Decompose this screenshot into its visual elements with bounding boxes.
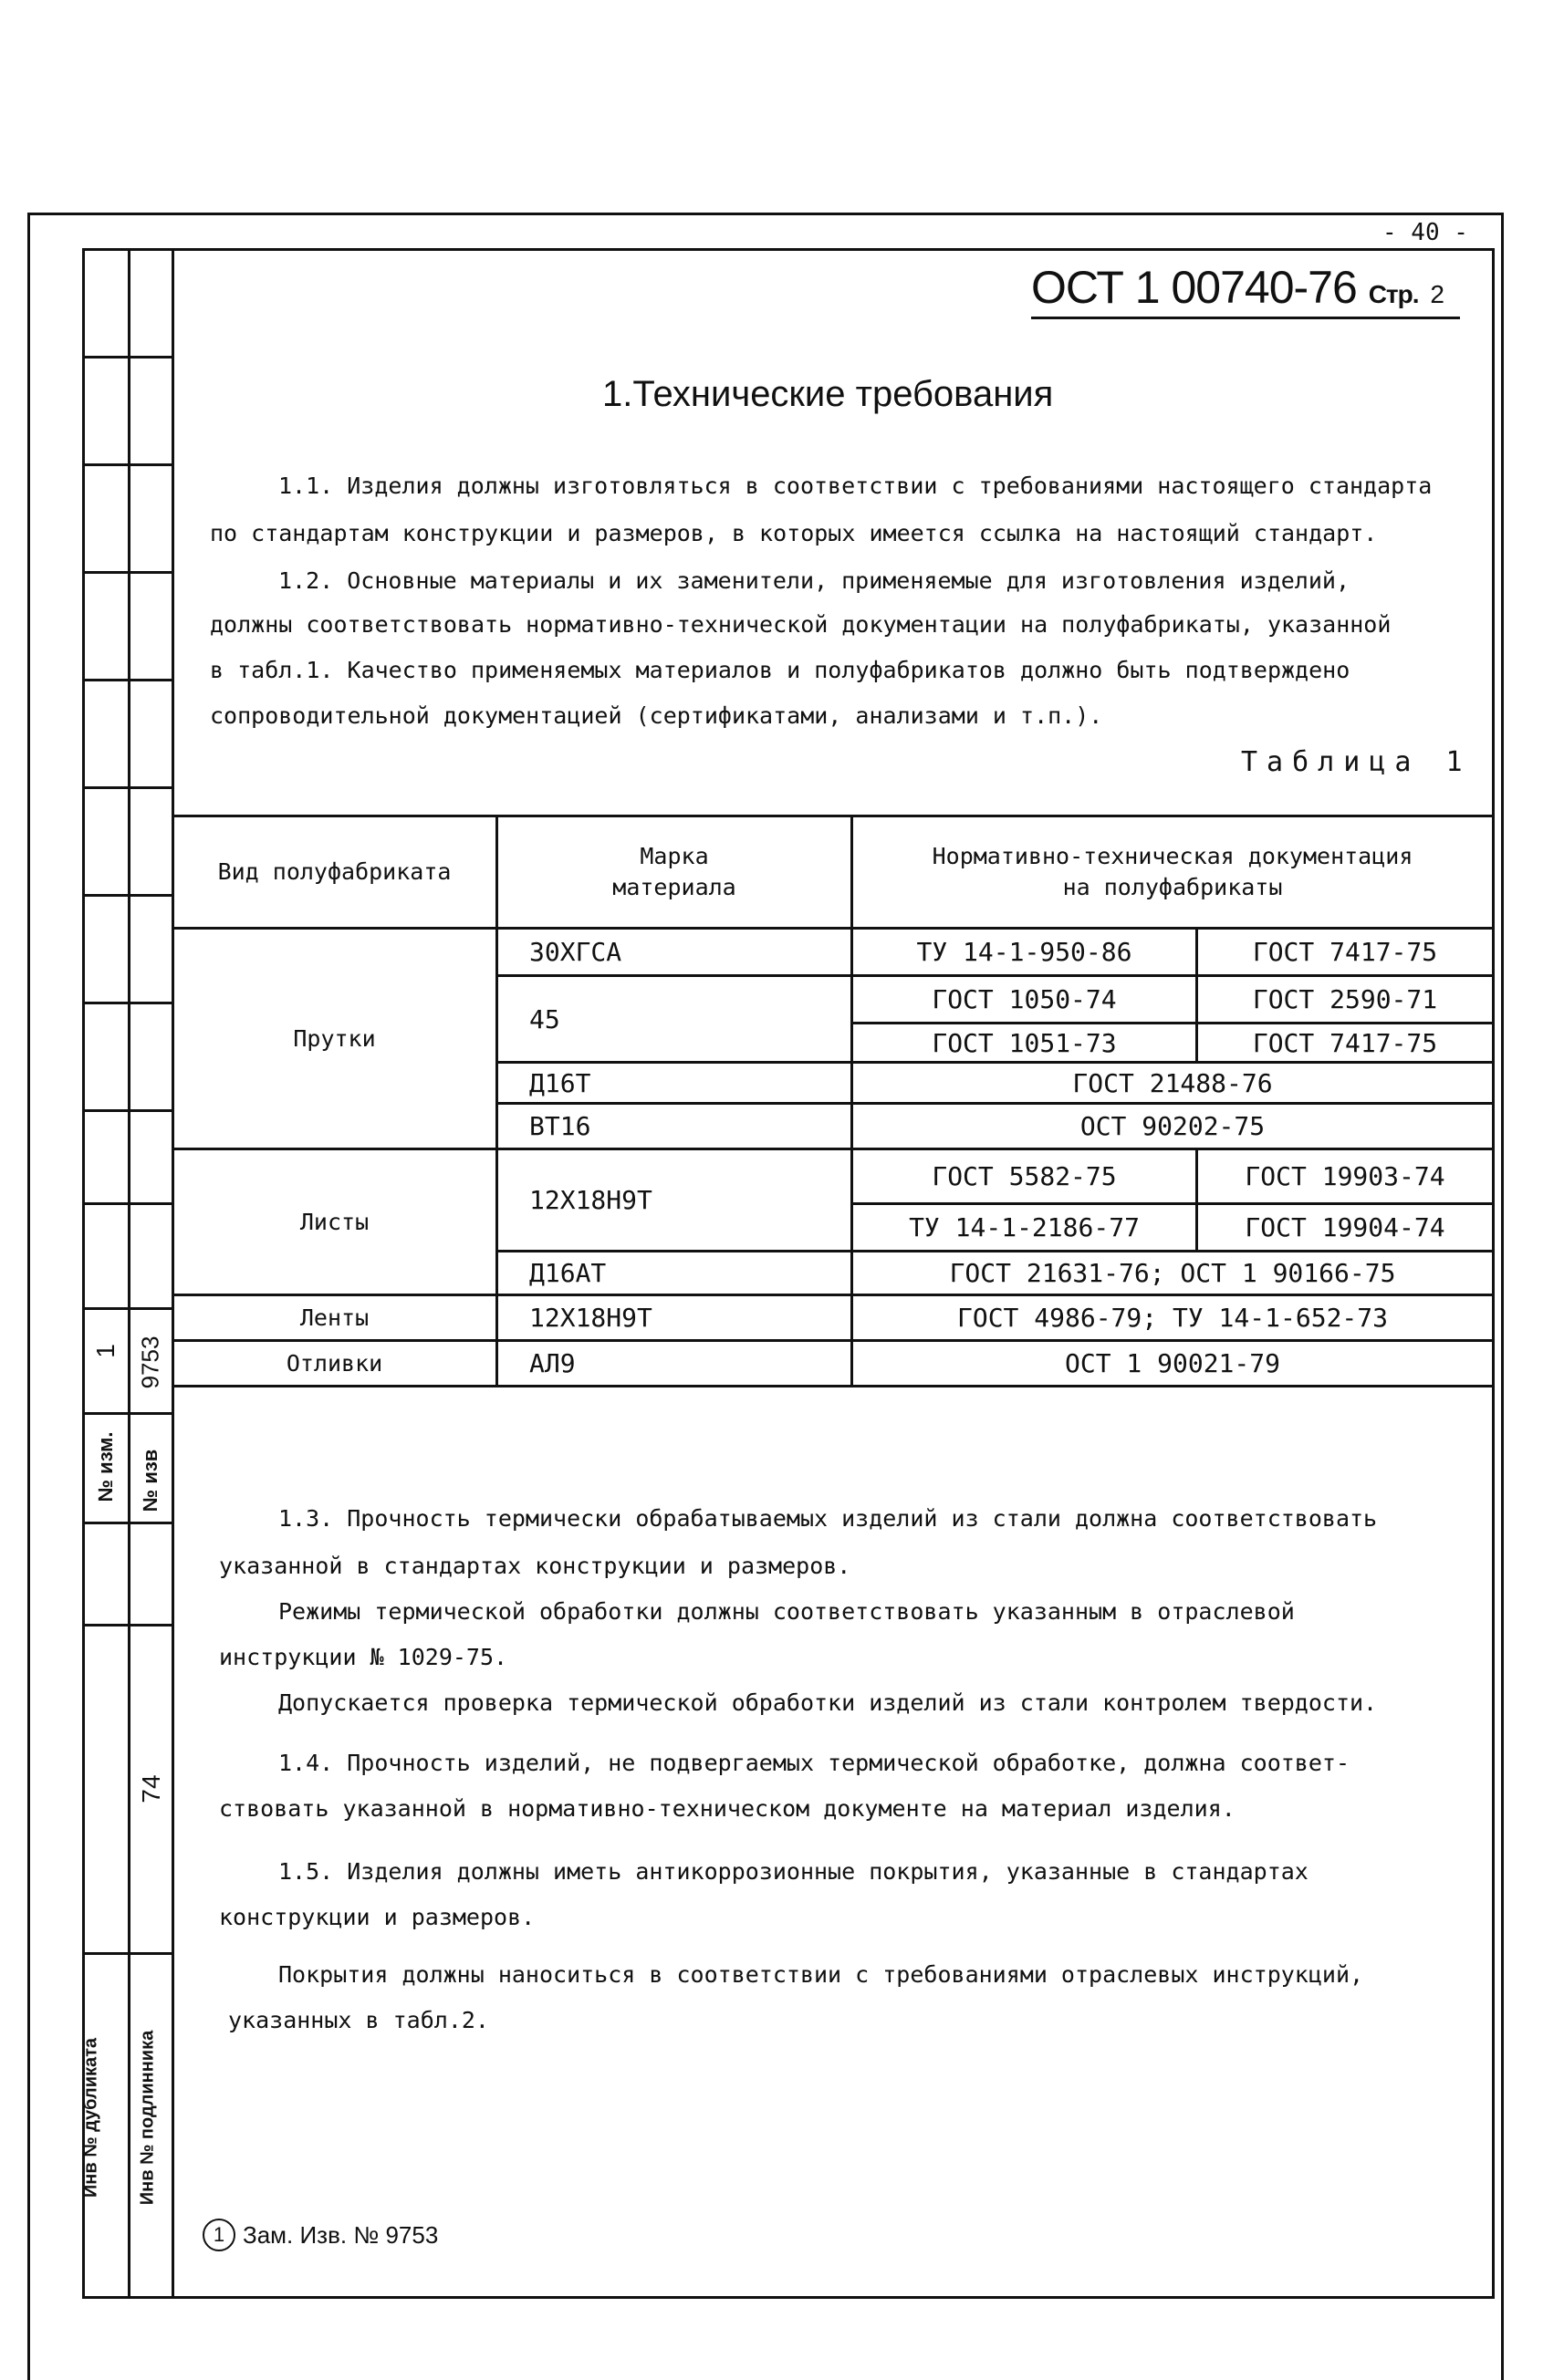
group-cell: Листы: [299, 1209, 370, 1235]
margin-tick: [82, 1412, 173, 1415]
doc-cell: ОСТ 90202-75: [1079, 1111, 1266, 1141]
document-code-text: ОСТ 1 00740-76: [1031, 262, 1357, 313]
page-label: Стр.: [1368, 280, 1419, 308]
margin-tick: [82, 1002, 173, 1004]
material-cell: АЛ9: [529, 1348, 576, 1378]
header-underline: [1031, 317, 1460, 319]
paragraph-line: Покрытия должны наноситься в соответствии с требованиями отраслевых инструкций,: [278, 1961, 1364, 1988]
margin-tick: [82, 786, 173, 789]
doc-cell: ГОСТ 19903-74: [1245, 1161, 1445, 1191]
margin-notice-num: 9753: [136, 1336, 164, 1389]
margin-tick: [82, 1202, 173, 1205]
paragraph-line: 1.1. Изделия должны изготовляться в соответствии с требованиями настоящего стандарта: [278, 473, 1433, 499]
material-cell: 12Х18Н9Т: [529, 1185, 652, 1215]
header-grade-line2: материала: [612, 873, 736, 900]
header-grade-line1: Марка: [640, 842, 709, 869]
paragraph-line: сопроводительной документацией (сертификатами, анализами и т.п.).: [210, 702, 1103, 729]
paragraph-line: 1.5. Изделия должны иметь антикоррозионные покрытия, указанные в стандартах: [278, 1858, 1309, 1885]
margin-inv-orig-label: Инв № подлинника: [137, 2030, 158, 2206]
header-cell-docs: [853, 816, 1492, 927]
margin-izv-label: № изв: [139, 1449, 162, 1512]
document-code: [1031, 261, 1444, 314]
doc-cell: ГОСТ 1050-74: [932, 984, 1117, 1014]
header-cell-type: [173, 816, 495, 927]
footnote: [203, 2219, 438, 2251]
margin-tick: [82, 1624, 173, 1627]
table-caption: Таблица 1: [1241, 746, 1472, 778]
doc-cell: ГОСТ 1051-73: [932, 1027, 1117, 1058]
margin-col-left: [82, 248, 85, 2299]
page-value: 2: [1430, 280, 1444, 308]
paragraph-line: должны соответствовать нормативно-технической документации на полуфабрикаты, указанной: [210, 611, 1392, 638]
footnote-marker: 1: [203, 2219, 235, 2251]
doc-cell: ГОСТ 5582-75: [932, 1161, 1117, 1191]
frame-left: [27, 213, 30, 2380]
margin-tick: [82, 356, 173, 359]
header-type-text: Вид полуфабриката: [217, 857, 452, 885]
doc-cell: ГОСТ 21631-76; ОСТ 1 90166-75: [949, 1258, 1396, 1288]
paragraph-line: указанных в табл.2.: [228, 2007, 489, 2033]
header-cell-grade: [498, 816, 850, 927]
page-number: - 40 -: [1382, 219, 1468, 246]
inner-frame-top: [82, 248, 1494, 251]
paragraph-line: конструкции и размеров.: [219, 1904, 536, 1930]
group-cell: Ленты: [299, 1304, 370, 1331]
paragraph-line: указанной в стандартах конструкции и размеров.: [219, 1553, 851, 1579]
paragraph-line: по стандартам конструкции и размеров, в которых имеется ссылка на настоящий стандарт.: [210, 520, 1378, 546]
margin-izm-label: № изм.: [94, 1431, 117, 1502]
table-line: [172, 1385, 1495, 1387]
doc-cell: ГОСТ 2590-71: [1252, 984, 1438, 1014]
margin-tick: [82, 571, 173, 574]
margin-inv-dup-label: Инв № дубликата: [80, 2037, 101, 2198]
paragraph-line: 1.3. Прочность термически обрабатываемых изделий из стали должна соответствовать: [278, 1505, 1378, 1532]
material-cell: ВТ16: [529, 1111, 591, 1141]
paragraph-line: Режимы термической обработки должны соответствовать указанным в отраслевой: [278, 1598, 1295, 1625]
doc-cell: ГОСТ 7417-75: [1252, 1027, 1438, 1058]
margin-tick: [82, 1952, 173, 1955]
frame-top: [27, 213, 1503, 215]
group-cell: Отливки: [286, 1350, 383, 1377]
margin-tick: [82, 463, 173, 466]
doc-cell: ГОСТ 7417-75: [1252, 937, 1438, 967]
paragraph-line: ствовать указанной в нормативно-техническом документе на материал изделия.: [219, 1795, 1236, 1822]
margin-col-mid: [128, 248, 130, 2299]
doc-cell: ГОСТ 4986-79; ТУ 14-1-652-73: [956, 1303, 1388, 1333]
header-docs-line1: Нормативно-техническая документация: [932, 842, 1413, 869]
doc-cell: ГОСТ 21488-76: [1072, 1067, 1273, 1098]
paragraph-line: Допускается проверка термической обработки изделий из стали контролем твердости.: [278, 1689, 1378, 1716]
material-cell: Д16Т: [529, 1067, 591, 1098]
doc-cell: ТУ 14-1-950-86: [916, 937, 1132, 967]
doc-cell: ОСТ 1 90021-79: [1064, 1348, 1280, 1378]
paragraph-line: 1.4. Прочность изделий, не подвергаемых термической обработке, должна соответ-: [278, 1750, 1350, 1776]
section-title: 1.Технические требования: [602, 374, 1054, 414]
margin-change-num: 1: [91, 1344, 120, 1358]
margin-tick: [82, 1307, 173, 1310]
group-cell: Прутки: [293, 1025, 376, 1052]
margin-tick: [82, 679, 173, 681]
doc-cell: ГОСТ 19904-74: [1245, 1212, 1445, 1242]
material-cell: Д16АТ: [529, 1258, 607, 1288]
margin-tick: [82, 1522, 173, 1524]
material-cell: 45: [529, 1003, 560, 1034]
margin-tick: [82, 1109, 173, 1112]
header-docs-line2: на полуфабрикаты: [1062, 873, 1283, 900]
inner-frame-bottom: [82, 2296, 1494, 2299]
paragraph-line: 1.2. Основные материалы и их заменители, применяемые для изготовления изделий,: [278, 567, 1350, 594]
paragraph-line: в табл.1. Качество применяемых материалов и полуфабрикатов должно быть подтверждено: [210, 657, 1350, 683]
paragraph-line: инструкции № 1029-75.: [219, 1644, 508, 1670]
material-cell: 12Х18Н9Т: [529, 1303, 652, 1333]
margin-dup-num: 74: [137, 1774, 165, 1803]
frame-right: [1501, 213, 1504, 2380]
margin-tick: [82, 894, 173, 897]
footnote-text: Зам. Изв. № 9753: [243, 2220, 439, 2249]
material-cell: 30ХГСА: [529, 937, 622, 967]
doc-cell: ТУ 14-1-2186-77: [909, 1212, 1140, 1242]
